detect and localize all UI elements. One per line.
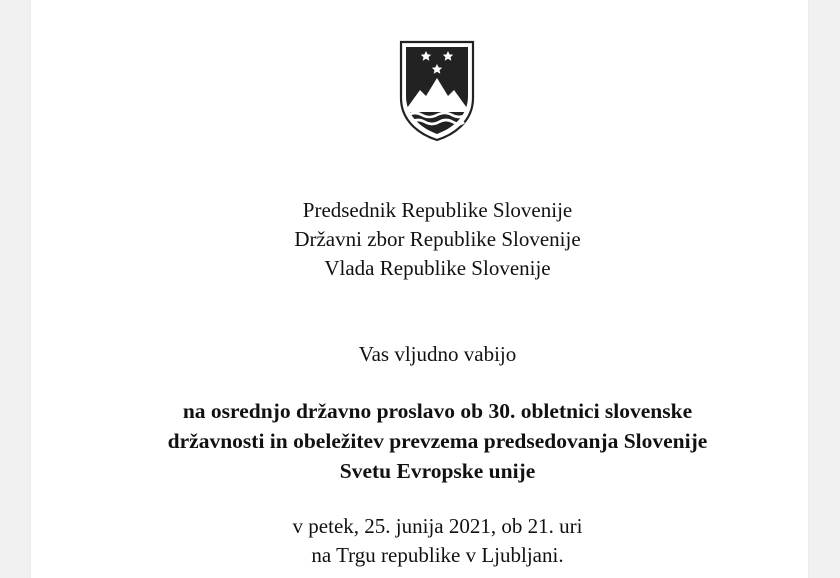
location-line: na Trgu republike v Ljubljani. — [311, 543, 564, 567]
event-title — [0, 396, 840, 486]
date-location-block — [0, 512, 840, 570]
event-line: Svetu Evropske unije — [339, 459, 536, 483]
institutions-block — [0, 196, 840, 283]
institution-line: Predsednik Republike Slovenije — [302, 198, 573, 222]
date-line: v petek, 25. junija 2021, ob 21. uri — [292, 514, 583, 538]
institution-line: Državni zbor Republike Slovenije — [294, 227, 581, 251]
event-line: državnosti in obeležitev prevzema predsedovanja Slovenije — [167, 429, 708, 453]
coat-of-arms-icon — [398, 38, 476, 142]
event-line: na osrednjo državno proslavo ob 30. obletnici slovenske — [182, 399, 693, 423]
invitation-text: Vas vljudno vabijo — [358, 342, 517, 366]
institution-line: Vlada Republike Slovenije — [324, 256, 551, 280]
invitation-line — [0, 340, 840, 369]
